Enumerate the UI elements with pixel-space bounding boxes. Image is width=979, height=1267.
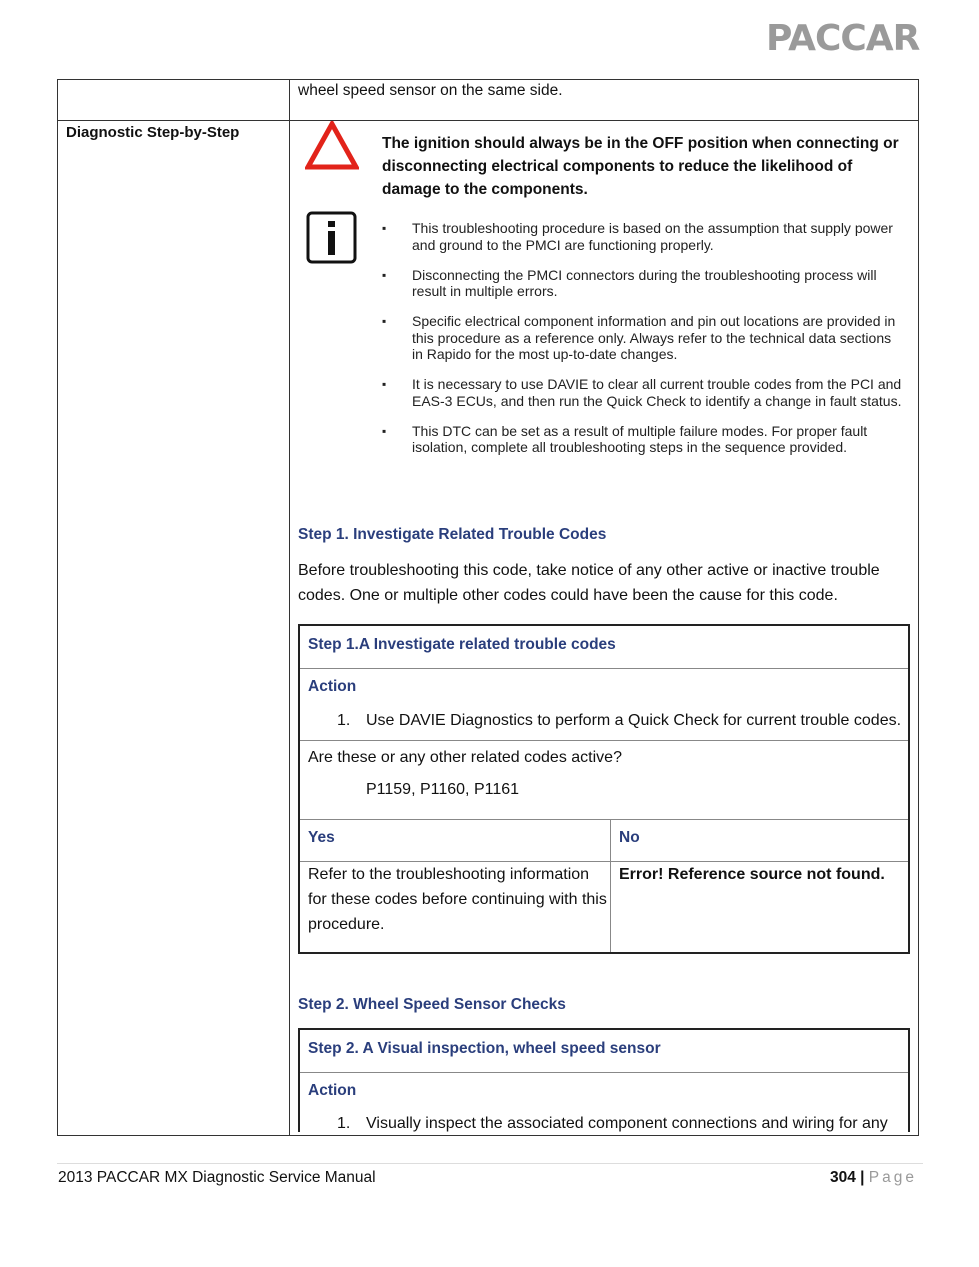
step1-intro: Before troubleshooting this code, take notice of any other active or inactive trouble codes. One or multiple other codes could have been the cause for this code. xyxy=(298,562,880,604)
page-number: 304 xyxy=(829,1169,856,1186)
info-bullet: ▪ Specific electrical component information and pin out locations are provided in this procedure as a reference only. Always refer to the technical data sections in Rapido for the most up-to-date changes. xyxy=(382,313,902,363)
continued-text: wheel speed sensor on the same side. xyxy=(298,82,563,99)
page-word: Page xyxy=(868,1169,917,1186)
yes-label: Yes xyxy=(308,829,335,846)
yes-text: Refer to the troubleshooting information for these codes before continuing with this procedure. xyxy=(308,866,607,933)
footer-manual-title: 2013 PACCAR MX Diagnostic Service Manual xyxy=(58,1169,376,1186)
action-label: Action xyxy=(308,1082,357,1099)
action-number: 1. xyxy=(337,712,351,729)
step1-heading: Step 1. Investigate Related Trouble Codes xyxy=(298,526,607,543)
paccar-logo: PACCAR xyxy=(766,18,920,59)
footer-page xyxy=(830,1169,917,1187)
info-bullets xyxy=(382,220,902,469)
no-text: Error! Reference source not found. xyxy=(619,866,885,883)
table-row xyxy=(300,820,908,862)
step1a-table xyxy=(298,624,910,954)
row-divider xyxy=(58,120,918,121)
codes-text: P1159, P1160, P1161 xyxy=(366,781,520,798)
footer-rule xyxy=(57,1163,923,1164)
no-label: No xyxy=(619,829,640,846)
table-row xyxy=(300,669,908,741)
table-row xyxy=(300,741,908,820)
section-label: Diagnostic Step-by-Step xyxy=(66,124,240,141)
action-text: Use DAVIE Diagnostics to perform a Quick Check for current trouble codes. xyxy=(366,712,902,729)
step2-heading: Step 2. Wheel Speed Sensor Checks xyxy=(298,996,566,1013)
action-text: Visually inspect the associated component connections and wiring for any xyxy=(366,1115,888,1132)
info-bullet: ▪ It is necessary to use DAVIE to clear all current trouble codes from the PCI and EAS-3 ECUs, and then run the Quick Check to identify a change in fault status. xyxy=(382,376,902,409)
table-row xyxy=(300,1030,908,1073)
question-text: Are these or any other related codes active? xyxy=(308,749,622,766)
page-separator: | xyxy=(860,1169,865,1186)
table-title: Step 2. A Visual inspection, wheel speed sensor xyxy=(308,1040,661,1057)
warning-text: The ignition should always be in the OFF position when connecting or disconnecting electrical components to reduce the likelihood of damage to the components. xyxy=(382,135,899,198)
info-bullet: ▪ Disconnecting the PMCI connectors during the troubleshooting process will result in multiple errors. xyxy=(382,267,902,300)
action-number: 1. xyxy=(337,1115,351,1132)
step2a-table xyxy=(298,1028,910,1132)
info-bullet: ▪ This troubleshooting procedure is based on the assumption that supply power and ground to the PMCI are functioning properly. xyxy=(382,220,902,253)
warning-triangle-icon xyxy=(305,121,359,171)
yes-no-divider xyxy=(610,820,611,952)
info-bullet: ▪ This DTC can be set as a result of multiple failure modes. For proper fault isolation, complete all troubleshooting steps in the sequence provided. xyxy=(382,423,902,456)
info-icon xyxy=(306,211,358,265)
table-title: Step 1.A Investigate related trouble codes xyxy=(308,636,616,653)
action-label: Action xyxy=(308,678,357,695)
column-divider xyxy=(289,80,290,1135)
table-row xyxy=(300,626,908,669)
